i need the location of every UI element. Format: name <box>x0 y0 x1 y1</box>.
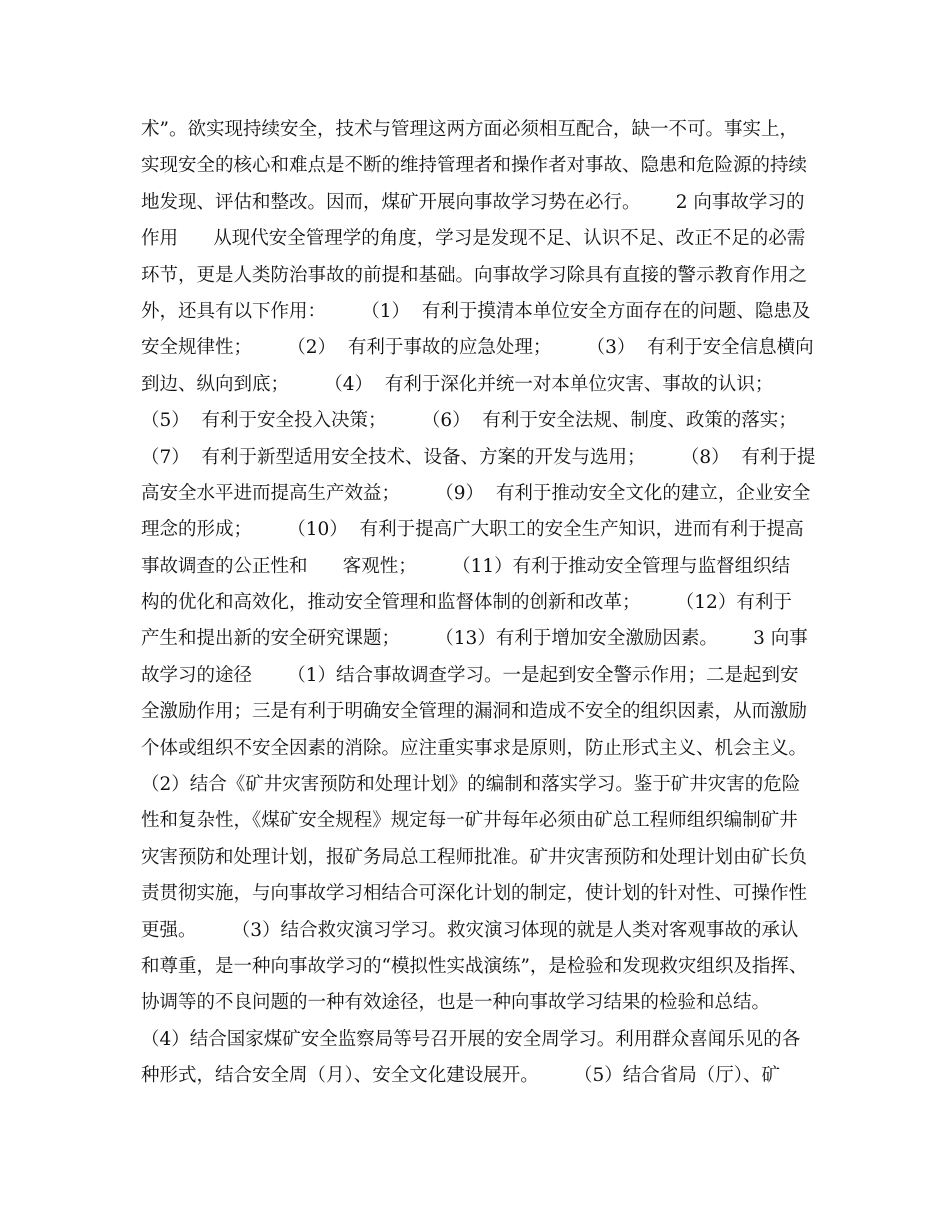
text-line: 协调等的不良问题的一种有效途径，也是一种向事故学习结果的检验和总结。 <box>141 992 771 1014</box>
document-body <box>141 112 831 1095</box>
text-line: 地发现、评估和整改。因而，煤矿开展向事故学习势在必行。 2 向事故学习的 <box>141 191 805 213</box>
text-line: 事故调查的公正性和 客观性； （11）有利于推动安全管理与监督组织结 <box>141 555 791 577</box>
text-line: 外，还具有以下作用： （1） 有利于摸清本单位安全方面存在的问题、隐患及 <box>141 300 811 322</box>
text-line: 性和复杂性，《煤矿安全规程》规定每一矿井每年必须由矿总工程师组织编制矿井 <box>141 810 798 832</box>
text-line: 更强。 （3）结合救灾演习学习。救灾演习体现的就是人类对客观事故的承认 <box>141 919 799 941</box>
text-line: 安全规律性； （2） 有利于事故的应急处理； （3） 有利于安全信息横向 <box>141 337 814 359</box>
text-line: 个体或组织不安全因素的消除。应注重实事求是原则，防止形式主义、机会主义。 <box>141 737 808 759</box>
text-line: 和尊重，是一种向事故学习的“模拟性实战演练”，是检验和发现救灾组织及指挥、 <box>141 955 808 977</box>
text-line: 灾害预防和处理计划，报矿务局总工程师批准。矿井灾害预防和处理计划由矿长负 <box>141 846 808 868</box>
text-line: 产生和提出新的安全研究课题； （13）有利于增加安全激励因素。 3 向事 <box>141 628 808 650</box>
text-line: 全激励作用；三是有利于明确安全管理的漏洞和造成不安全的组织因素，从而激励 <box>141 701 808 723</box>
text-line: 构的优化和高效化，推动安全管理和监督体制的创新和改革； （12）有利于 <box>141 592 792 614</box>
text-line: 环节，更是人类防治事故的前提和基础。向事故学习除具有直接的警示教育作用之 <box>141 264 808 286</box>
text-line: （4）结合国家煤矿安全监察局等号召开展的安全周学习。利用群众喜闻乐见的各 <box>141 1028 801 1050</box>
text-line: 高安全水平进而提高生产效益； （9） 有利于推动安全文化的建立，企业安全 <box>141 482 811 504</box>
text-line: （5） 有利于安全投入决策； （6） 有利于安全法规、制度、政策的落实； <box>141 410 797 432</box>
text-line: 种形式，结合安全周（月）、安全文化建设展开。 （5）结合省局（厅）、矿 <box>141 1065 781 1087</box>
text-line: 理念的形成； （10） 有利于提高广大职工的安全生产知识，进而有利于提高 <box>141 519 804 541</box>
text-line: 到边、纵向到底； （4） 有利于深化并统一对本单位灾害、事故的认识； <box>141 373 774 395</box>
text-line: （7） 有利于新型适用安全技术、设备、方案的开发与选用； （8） 有利于提 <box>141 446 816 468</box>
text-line: 责贯彻实施，与向事故学习相结合可深化计划的制定，使计划的针对性、可操作性 <box>141 883 808 905</box>
text-line: （2）结合《矿井灾害预防和处理计划》的编制和落实学习。鉴于矿井灾害的危险 <box>141 774 801 796</box>
text-line: 术”。欲实现持续安全，技术与管理这两方面必须相互配合，缺一不可。事实上， <box>141 119 798 140</box>
text-line: 故学习的途径 （1）结合事故调查学习。一是起到安全警示作用；二是起到安 <box>141 664 799 686</box>
text-line: 作用 从现代安全管理学的角度，学习是发现不足、认识不足、改正不足的必需 <box>141 228 806 250</box>
text-line: 实现安全的核心和难点是不断的维持管理者和操作者对事故、隐患和危险源的持续 <box>141 155 808 177</box>
